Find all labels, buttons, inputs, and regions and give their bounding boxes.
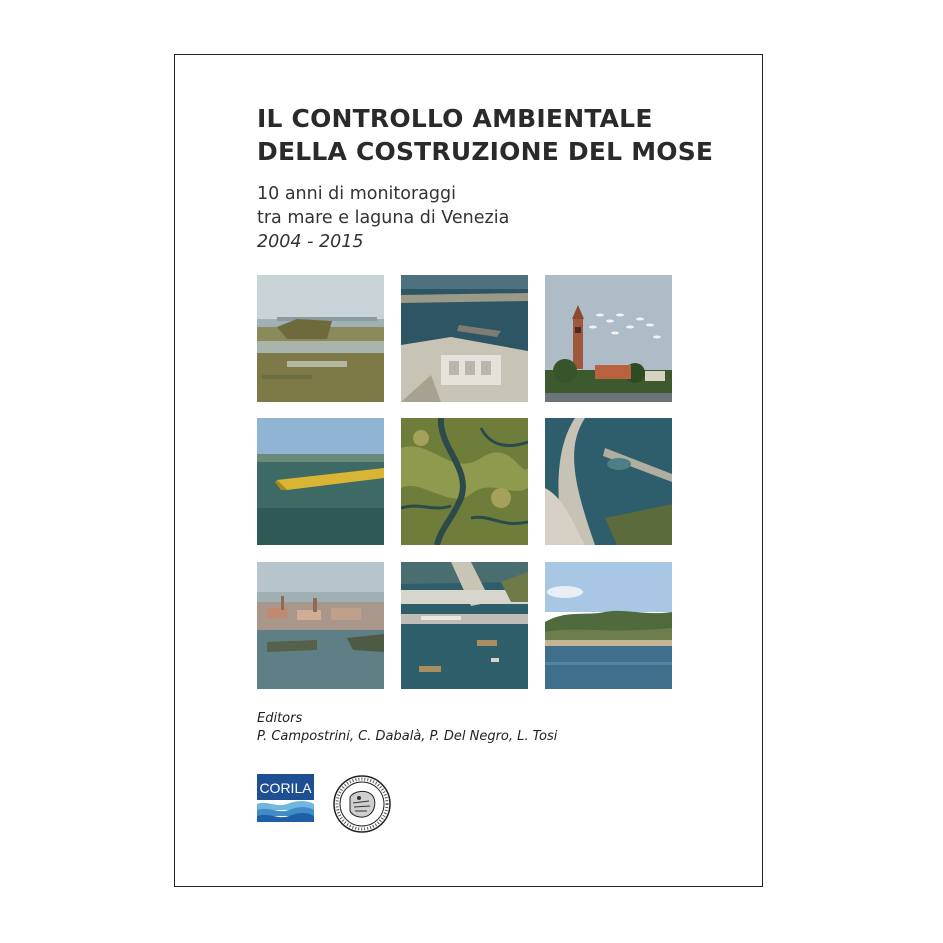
cover-title [257, 102, 713, 168]
corila-logo [257, 774, 314, 826]
harbour-works-aerial-photo [401, 562, 528, 689]
photo-grid [257, 275, 672, 689]
bell-tower-birds-photo [545, 275, 672, 402]
cover-subtitle [257, 182, 509, 254]
lagoon-marsh-photo [257, 275, 384, 402]
editors-names: P. Campostrini, C. Dabalà, P. Del Negro, L. Tosi [257, 729, 558, 744]
salt-marsh-channels-aerial-photo [401, 418, 528, 545]
mose-barrier-gate-photo [257, 418, 384, 545]
subtitle-line-1: 10 anni di monitoraggi [257, 184, 456, 204]
coastline-trees-photo [545, 562, 672, 689]
corila-logo-text: CORILA [259, 780, 312, 796]
construction-site-aerial-photo [401, 275, 528, 402]
lion-seal-icon [333, 775, 391, 833]
editors-label: Editors [257, 711, 303, 726]
cover-years: 2004 - 2015 [257, 232, 364, 252]
breakwater-jetty-aerial-photo [545, 418, 672, 545]
title-line-2: DELLA COSTRUZIONE DEL MOSE [257, 137, 714, 166]
subtitle-line-2: tra mare e laguna di Venezia [257, 208, 510, 228]
editors-block [257, 710, 557, 746]
venice-city-aerial-photo [257, 562, 384, 689]
title-line-1: IL CONTROLLO AMBIENTALE [257, 104, 653, 133]
